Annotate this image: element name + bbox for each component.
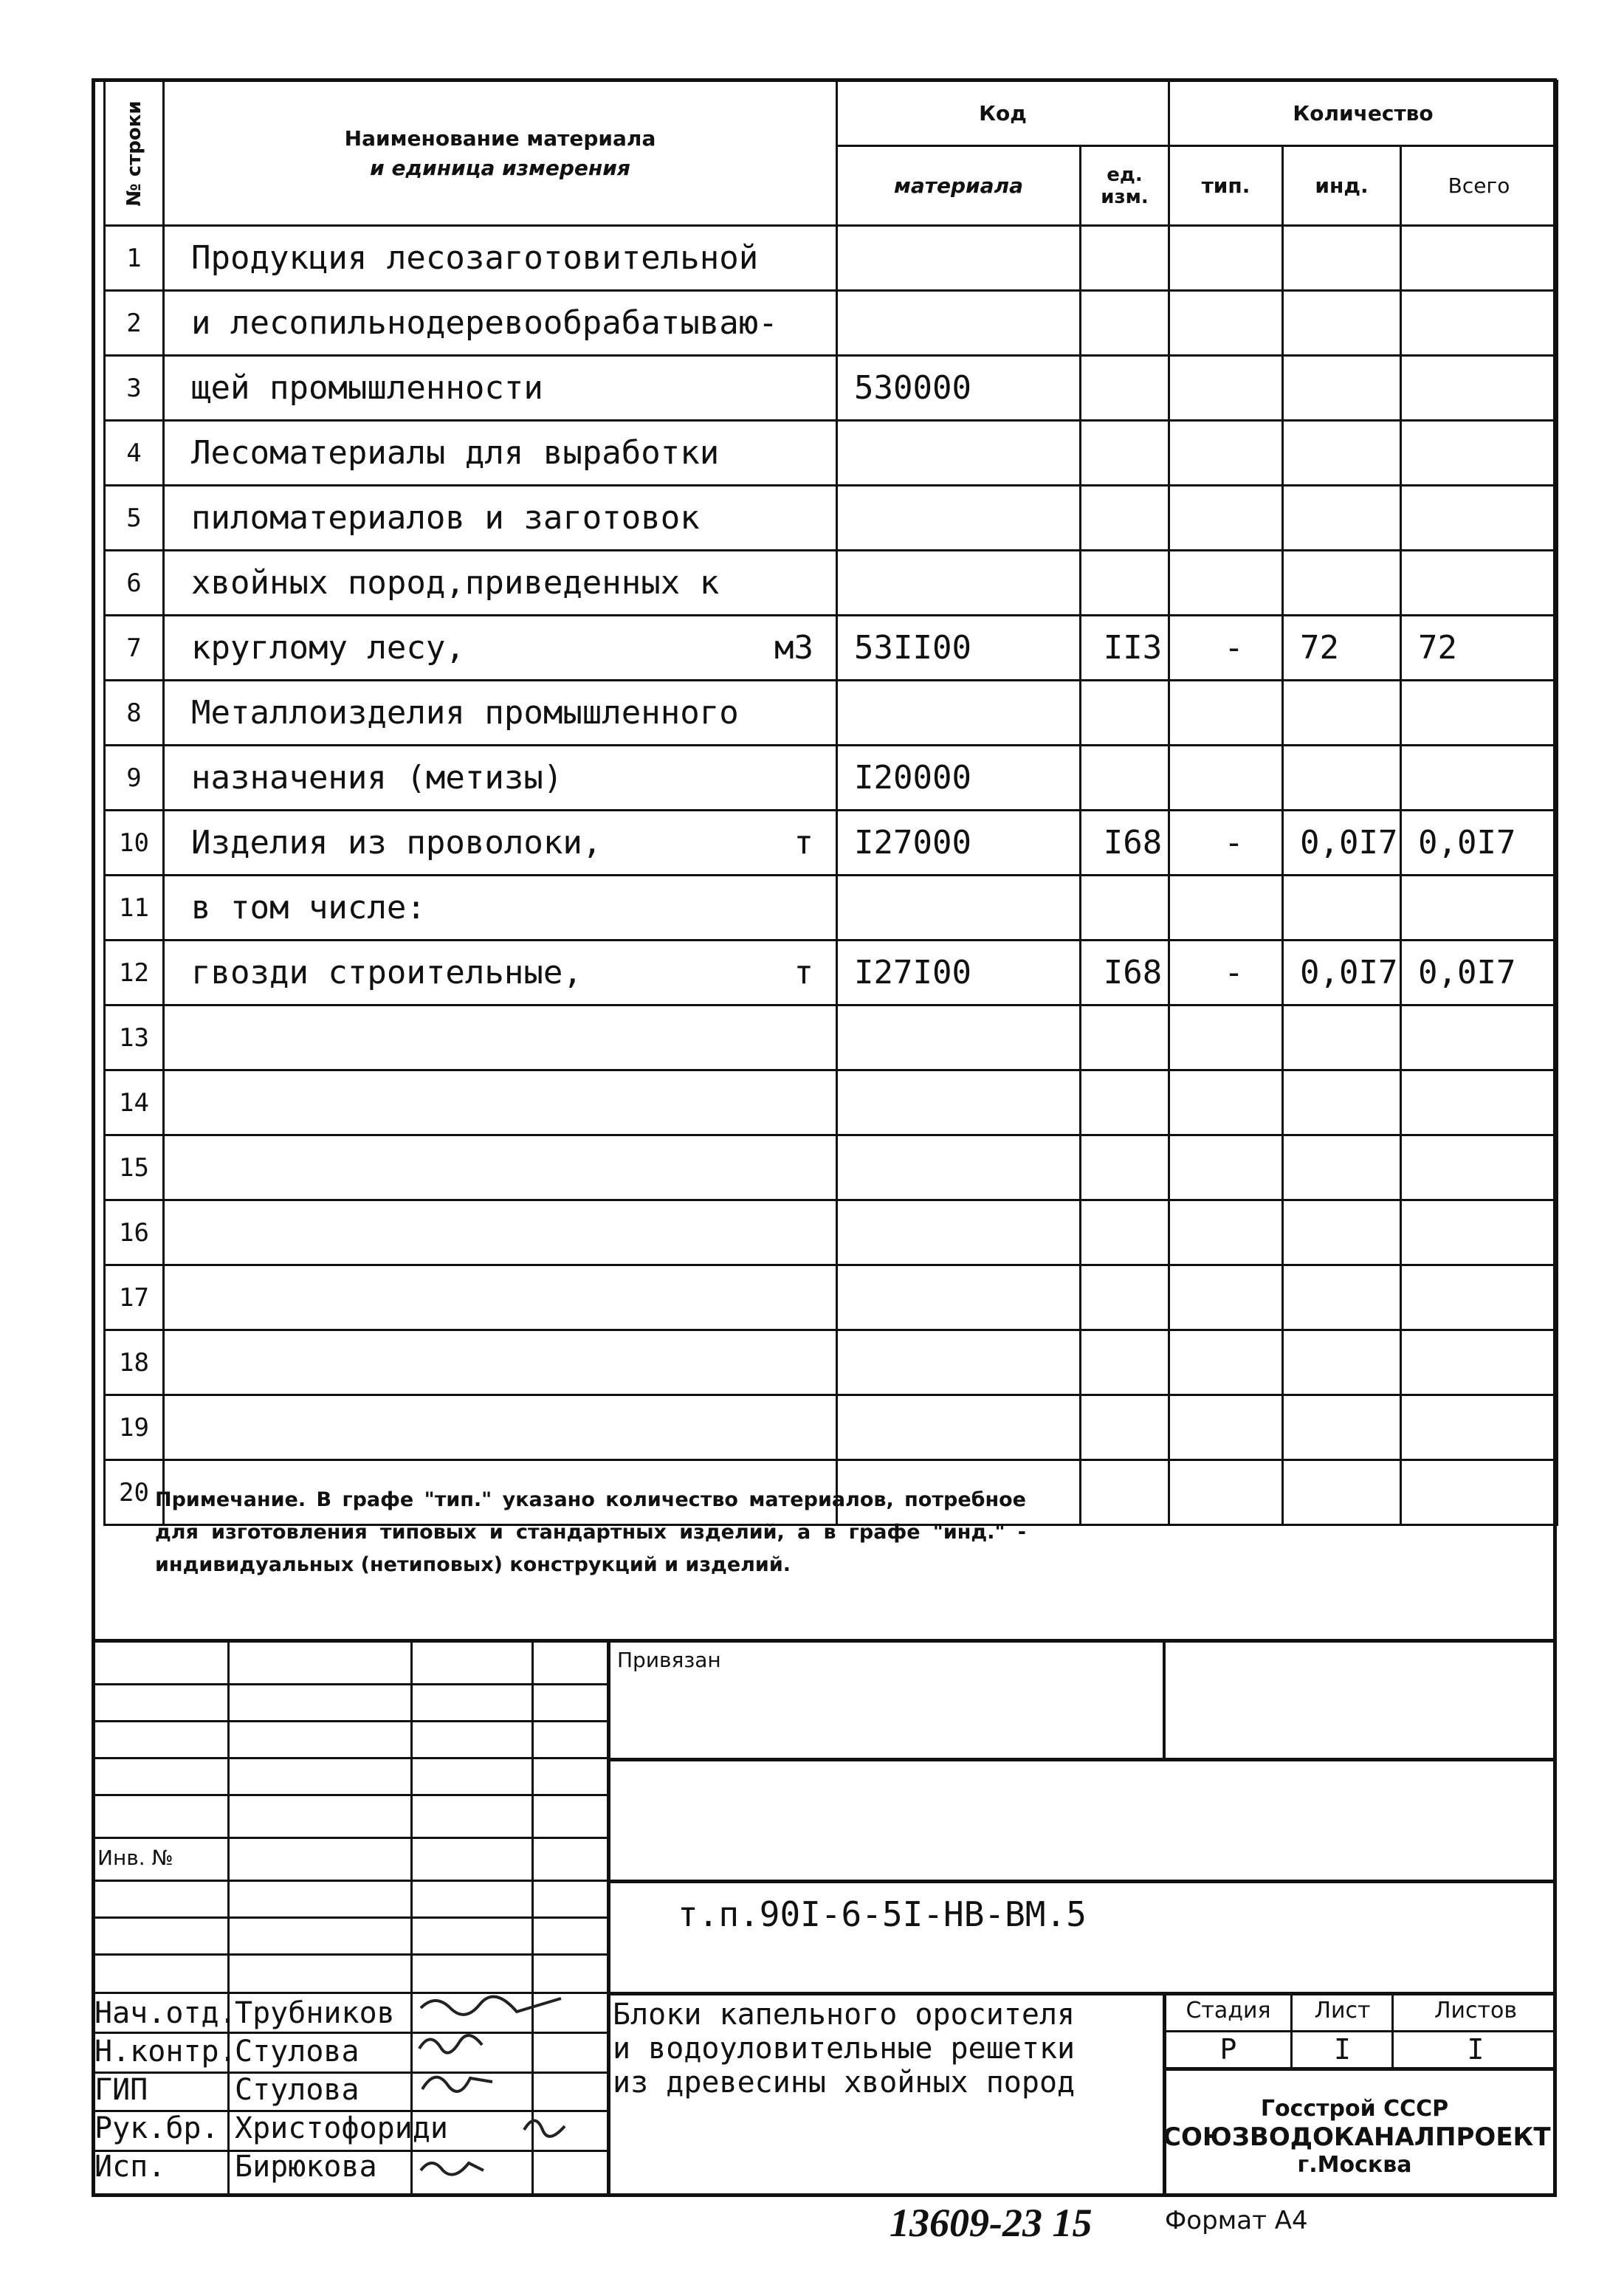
unit-code [1081, 876, 1169, 941]
qty-ind [1283, 291, 1401, 356]
titleblock-line [607, 1992, 1557, 1995]
note-text: Примечание. В графе "тип." указано количество материалов, потребное для изготовления типовых и стандартных изделий, а в графе "инд." - индивидуальных (нетиповых) конструкций и изделий. [155, 1488, 1026, 1576]
organization-block [1163, 2095, 1551, 2179]
qty-ind: 72 [1283, 616, 1401, 681]
inventory-label: Инв. № [97, 1846, 173, 1870]
qty-typ: - [1169, 616, 1283, 681]
table-row [105, 291, 1558, 356]
qty-total [1401, 1005, 1558, 1070]
titleblock-line [607, 1880, 1557, 1883]
material-name [164, 941, 837, 1005]
table-row [105, 1135, 1558, 1200]
material-name-text: гвозди строительные, [191, 954, 582, 991]
staff-role: ГИП [94, 2073, 148, 2107]
material-code [837, 1200, 1081, 1265]
table-row [105, 941, 1558, 1005]
qty-total [1401, 1395, 1558, 1460]
material-code [837, 291, 1081, 356]
qty-total [1401, 356, 1558, 421]
qty-typ [1169, 1395, 1283, 1460]
row-number: 2 [105, 291, 164, 356]
material-code [837, 226, 1081, 291]
unit-code [1081, 551, 1169, 616]
row-number: 10 [105, 811, 164, 876]
qty-ind: 0,0I7 [1283, 811, 1401, 876]
table-row [105, 551, 1558, 616]
table-row [105, 1200, 1558, 1265]
qty-ind [1283, 356, 1401, 421]
unit-code [1081, 1135, 1169, 1200]
row-number: 7 [105, 616, 164, 681]
unit-of-measure: т [794, 824, 813, 862]
row-number: 15 [105, 1135, 164, 1200]
qty-ind: 0,0I7 [1283, 941, 1401, 1005]
unit-code [1081, 1330, 1169, 1395]
titleblock-top-border [92, 1639, 1557, 1643]
staff-name: Трубников [235, 1996, 395, 2030]
document-number: т.п.90I-6-5I-НВ-ВМ.5 [678, 1894, 1087, 1934]
titleblock-divider [1391, 1992, 1394, 2069]
table-row [105, 876, 1558, 941]
table-row [105, 681, 1558, 746]
unit-code [1081, 291, 1169, 356]
quantity-header: Количество [1169, 81, 1558, 146]
material-code [837, 1395, 1081, 1460]
handwritten-sheet-number: 13609-23 15 [890, 2201, 1093, 2245]
material-name-text: круглому лесу, [191, 629, 465, 667]
material-name-text: пиломатериалов и заготовок [191, 499, 700, 537]
table-row [105, 486, 1558, 551]
table-row [105, 421, 1558, 486]
material-name [164, 486, 837, 551]
table-row [105, 226, 1558, 291]
row-number: 1 [105, 226, 164, 291]
qty-ind [1283, 681, 1401, 746]
qty-typ [1169, 421, 1283, 486]
qty-typ [1169, 681, 1283, 746]
title-line: Блоки капельного оросителя [613, 1998, 1076, 2032]
row-number: 8 [105, 681, 164, 746]
qty-typ [1169, 1265, 1283, 1330]
unit-code [1081, 1265, 1169, 1330]
titleblock-divider [1163, 1639, 1166, 1759]
unit-code [1081, 356, 1169, 421]
row-number: 16 [105, 1200, 164, 1265]
material-code: I27000 [837, 811, 1081, 876]
title-line: из древесины хвойных пород [613, 2066, 1076, 2100]
qty-total [1401, 876, 1558, 941]
qty-total [1401, 746, 1558, 811]
unit-code: I68 [1081, 811, 1169, 876]
material-name-text: назначения (метизы) [191, 759, 563, 797]
material-code: I27I00 [837, 941, 1081, 1005]
row-number: 17 [105, 1265, 164, 1330]
material-name [164, 811, 837, 876]
qty-ind-header: инд. [1283, 146, 1401, 226]
qty-total [1401, 486, 1558, 551]
unit-of-measure: м3 [774, 629, 813, 667]
material-code: 53II00 [837, 616, 1081, 681]
row-number: 4 [105, 421, 164, 486]
titleblock-divider [1290, 1992, 1293, 2069]
material-name [164, 746, 837, 811]
staff-name: Стулова [235, 2035, 359, 2069]
qty-total [1401, 681, 1558, 746]
staff-name: Бирюкова [235, 2150, 377, 2184]
row-number: 18 [105, 1330, 164, 1395]
staff-name: Стулова [235, 2073, 359, 2107]
table-row [105, 1005, 1558, 1070]
material-code [837, 1135, 1081, 1200]
qty-typ [1169, 1200, 1283, 1265]
unit-code: II3 [1081, 616, 1169, 681]
staff-role: Рук.бр. [94, 2111, 219, 2145]
unit-code [1081, 1395, 1169, 1460]
staff-name: Христофориди [235, 2111, 448, 2145]
qty-total: 0,0I7 [1401, 941, 1558, 1005]
row-number: 12 [105, 941, 164, 1005]
row-number: 14 [105, 1070, 164, 1135]
material-name-text: Продукция лесозаготовительной [191, 239, 759, 277]
org-line: г.Москва [1297, 2152, 1412, 2178]
row-number: 13 [105, 1005, 164, 1070]
material-name [164, 1330, 837, 1395]
material-name-text: щей промышленности [191, 369, 543, 407]
material-code [837, 681, 1081, 746]
qty-typ [1169, 1135, 1283, 1200]
grid-line [92, 1837, 608, 1839]
qty-ind [1283, 486, 1401, 551]
grid-line [92, 1794, 608, 1796]
table-row [105, 811, 1558, 876]
qty-ind [1283, 1070, 1401, 1135]
material-code [837, 1330, 1081, 1395]
material-name [164, 616, 837, 681]
qty-ind [1283, 1460, 1401, 1525]
material-name [164, 1070, 837, 1135]
row-number: 20 [105, 1460, 164, 1525]
material-name [164, 291, 837, 356]
qty-typ [1169, 1005, 1283, 1070]
titleblock-line [1163, 2067, 1557, 2071]
qty-ind [1283, 1005, 1401, 1070]
qty-total [1401, 226, 1558, 291]
qty-total [1401, 291, 1558, 356]
row-number-header: № строки [105, 81, 164, 226]
stage-value: Р [1219, 2033, 1237, 2066]
qty-ind [1283, 551, 1401, 616]
table-row [105, 746, 1558, 811]
qty-total [1401, 1330, 1558, 1395]
table-row [105, 616, 1558, 681]
qty-typ [1169, 1330, 1283, 1395]
sheet-value: I [1334, 2033, 1351, 2066]
stage-label: Стадия [1186, 1998, 1271, 2024]
qty-typ [1169, 551, 1283, 616]
qty-ind [1283, 1330, 1401, 1395]
material-name-text: Металлоизделия промышленного [191, 694, 739, 732]
qty-typ [1169, 1460, 1283, 1525]
qty-ind [1283, 421, 1401, 486]
grid-line [92, 1953, 608, 1956]
title-line: и водоуловительные решетки [613, 2032, 1076, 2066]
material-name [164, 226, 837, 291]
material-code [837, 486, 1081, 551]
qty-typ: - [1169, 941, 1283, 1005]
material-name-text: Лесоматериалы для выработки [191, 434, 720, 472]
unit-code [1081, 1005, 1169, 1070]
unit-code [1081, 1200, 1169, 1265]
material-name [164, 1265, 837, 1330]
row-number: 11 [105, 876, 164, 941]
grid-line [92, 1757, 608, 1759]
material-name-text: в том числе: [191, 889, 426, 926]
material-code [837, 876, 1081, 941]
unit-code: I68 [1081, 941, 1169, 1005]
unit-code [1081, 421, 1169, 486]
qty-total [1401, 1265, 1558, 1330]
material-name [164, 551, 837, 616]
qty-ind [1283, 876, 1401, 941]
qty-total: 72 [1401, 616, 1558, 681]
table-body [105, 226, 1558, 1525]
unit-code [1081, 1070, 1169, 1135]
material-name [164, 876, 837, 941]
qty-ind [1283, 1395, 1401, 1460]
sheet-label: Лист [1314, 1998, 1371, 2024]
sheets-label: Листов [1434, 1998, 1518, 2024]
sheets-value: I [1467, 2033, 1484, 2066]
code-unit-header: ед. изм. [1081, 146, 1169, 226]
material-name-text: хвойных пород,приведенных к [191, 564, 720, 602]
org-line: СОЮЗВОДОКАНАЛПРОЕКТ [1163, 2122, 1551, 2152]
material-name [164, 1200, 837, 1265]
row-number: 5 [105, 486, 164, 551]
qty-ind [1283, 1200, 1401, 1265]
material-name-text: Изделия из проволоки, [191, 824, 602, 862]
qty-typ [1169, 876, 1283, 941]
staff-role: Н.контр. [94, 2035, 237, 2069]
material-name [164, 1005, 837, 1070]
material-name [164, 1135, 837, 1200]
signatures-handwritten [413, 1986, 613, 2200]
unit-code [1081, 746, 1169, 811]
qty-typ [1169, 291, 1283, 356]
paper-format: Формат А4 [1165, 2206, 1308, 2235]
qty-total-header: Всего [1401, 146, 1558, 226]
material-code: 530000 [837, 356, 1081, 421]
org-line: Госстрой СССР [1260, 2096, 1449, 2122]
material-name [164, 1395, 837, 1460]
qty-typ [1169, 226, 1283, 291]
staff-role: Исп. [94, 2150, 166, 2184]
qty-typ: - [1169, 811, 1283, 876]
grid-line [92, 1720, 608, 1722]
qty-typ [1169, 1070, 1283, 1135]
qty-ind [1283, 1135, 1401, 1200]
material-name [164, 681, 837, 746]
qty-total [1401, 1460, 1558, 1525]
unit-code [1081, 681, 1169, 746]
qty-ind [1283, 226, 1401, 291]
unit-of-measure: т [794, 954, 813, 991]
table-row [105, 356, 1558, 421]
row-number: 9 [105, 746, 164, 811]
titleblock-line [1163, 2030, 1557, 2032]
material-code [837, 1005, 1081, 1070]
qty-total [1401, 1070, 1558, 1135]
qty-total [1401, 1135, 1558, 1200]
unit-code [1081, 226, 1169, 291]
qty-total [1401, 421, 1558, 486]
qty-ind [1283, 1265, 1401, 1330]
drawing-title [613, 1998, 1075, 2100]
qty-total: 0,0I7 [1401, 811, 1558, 876]
material-code: I20000 [837, 746, 1081, 811]
unit-code [1081, 1460, 1169, 1525]
table-row [105, 1395, 1558, 1460]
qty-typ [1169, 356, 1283, 421]
material-code [837, 421, 1081, 486]
specification-table [103, 80, 1558, 1526]
material-name [164, 421, 837, 486]
bound-label: Привязан [617, 1648, 721, 1672]
qty-ind [1283, 746, 1401, 811]
qty-typ [1169, 486, 1283, 551]
material-name-header: Наименование материала и единица измерения [164, 81, 837, 226]
titleblock-line [607, 1758, 1557, 1761]
unit-code [1081, 486, 1169, 551]
qty-total [1401, 1200, 1558, 1265]
material-code [837, 1265, 1081, 1330]
row-number: 19 [105, 1395, 164, 1460]
grid-line [92, 1880, 608, 1882]
material-code [837, 551, 1081, 616]
grid-line [92, 1683, 608, 1685]
table-row [105, 1070, 1558, 1135]
qty-typ-header: тип. [1169, 146, 1283, 226]
code-material-header: материала [837, 146, 1081, 226]
material-name [164, 356, 837, 421]
material-code [837, 1070, 1081, 1135]
qty-typ [1169, 746, 1283, 811]
row-number: 6 [105, 551, 164, 616]
staff-role: Нач.отд. [94, 1996, 237, 2030]
row-number: 3 [105, 356, 164, 421]
table-row [105, 1265, 1558, 1330]
grid-line [92, 1916, 608, 1919]
table-row [105, 1330, 1558, 1395]
qty-total [1401, 551, 1558, 616]
material-name-text: и лесопильнодеревообрабатываю- [191, 304, 778, 342]
code-header: Код [837, 81, 1169, 146]
